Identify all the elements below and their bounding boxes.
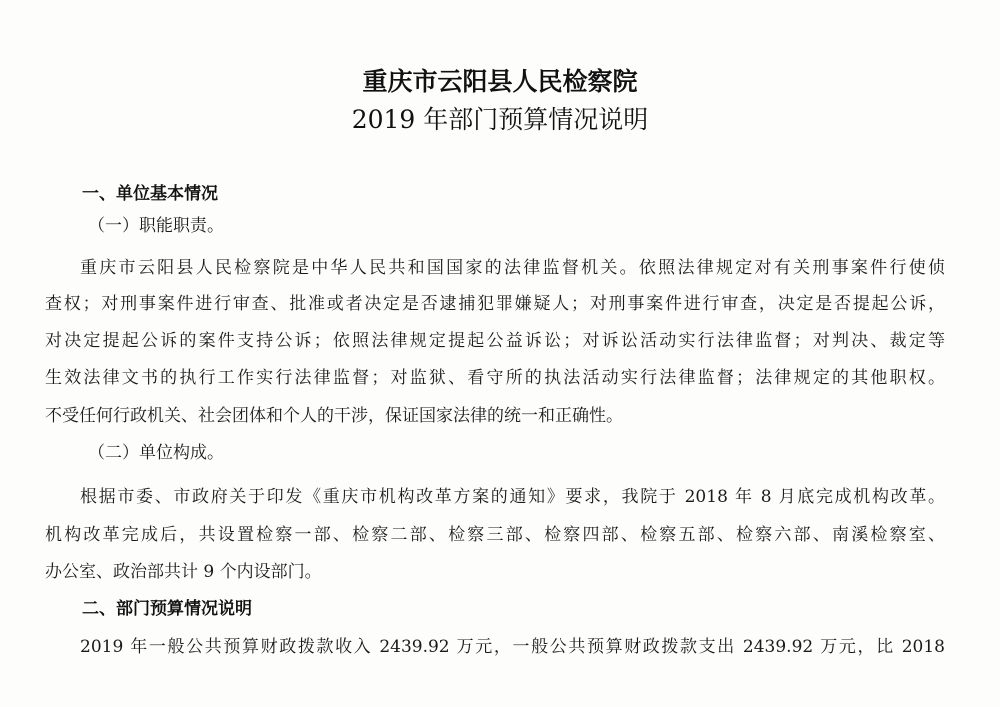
section-heading-budget: 二、部门预算情况说明 bbox=[82, 599, 252, 619]
paragraph-line: 机构改革完成后，共设置检察一部、检察二部、检察三部、检察四部、检察五部、检察六部、南溪检察室、 bbox=[45, 525, 945, 545]
paragraph-line: 重庆市云阳县人民检察院是中华人民共和国国家的法律监督机关。依照法律规定对有关刑事案件行使侦 bbox=[80, 258, 945, 278]
paragraph-line: 对决定提起公诉的案件支持公诉；依照法律规定提起公益诉讼；对诉讼活动实行法律监督；对判决、裁定等 bbox=[45, 331, 945, 351]
subsection-heading-duties: （一）职能职责。 bbox=[88, 216, 224, 236]
document-subtitle: 2019 年部门预算情况说明 bbox=[351, 105, 649, 134]
paragraph-line: 2019 年一般公共预算财政拨款收入 2439.92 万元，一般公共预算财政拨款支出 2439.92 万元，比 2018 bbox=[80, 637, 945, 657]
paragraph-line: 根据市委、市政府关于印发《重庆市机构改革方案的通知》要求，我院于 2018 年 8 月底完成机构改革。 bbox=[80, 487, 945, 507]
paragraph-line: 不受任何行政机关、社会团体和个人的干涉，保证国家法律的统一和正确性。 bbox=[45, 406, 623, 426]
paragraph-line: 查权；对刑事案件进行审查、批准或者决定是否逮捕犯罪嫌疑人；对刑事案件进行审查，决定是否提起公诉， bbox=[45, 294, 945, 314]
subsection-heading-structure: （二）单位构成。 bbox=[88, 443, 224, 463]
paragraph-line: 生效法律文书的执行工作实行法律监督；对监狱、看守所的执法活动实行法律监督；法律规定的其他职权。 bbox=[45, 368, 945, 388]
paragraph-line: 办公室、政治部共计 9 个内设部门。 bbox=[45, 562, 322, 582]
section-heading-basic-info: 一、单位基本情况 bbox=[82, 184, 218, 204]
document-title: 重庆市云阳县人民检察院 bbox=[362, 67, 638, 96]
